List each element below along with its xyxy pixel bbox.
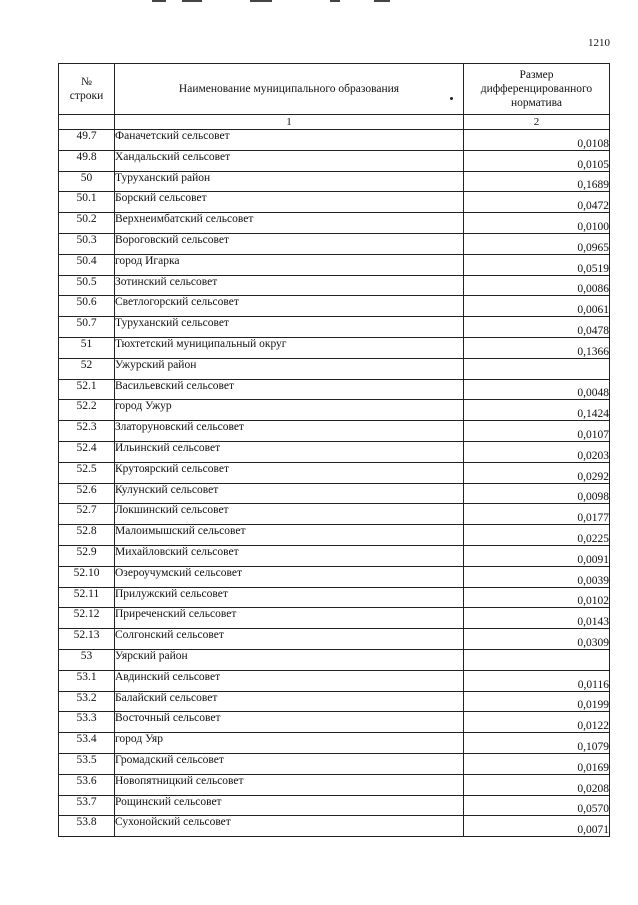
normative-value: 0,0199 — [464, 691, 610, 712]
table-row — [59, 213, 610, 234]
header-municipality-name: Наименование муниципального образования — [115, 64, 464, 115]
row-number: 50.6 — [59, 296, 115, 317]
normative-value: 0,0061 — [464, 296, 610, 317]
header-normative-size: Размер дифференцированного норматива — [464, 64, 610, 115]
table-row — [59, 358, 610, 379]
row-number: 53.1 — [59, 670, 115, 691]
row-number: 53.4 — [59, 733, 115, 754]
table-row — [59, 192, 610, 213]
row-number: 49.7 — [59, 130, 115, 151]
normative-value: 0,0177 — [464, 504, 610, 525]
header-row-number: № строки — [59, 64, 115, 115]
municipality-name: Борский сельсовет — [115, 192, 464, 213]
table-row — [59, 733, 610, 754]
normative-value: 0,0122 — [464, 712, 610, 733]
table-row — [59, 670, 610, 691]
municipality-name: Балайский сельсовет — [115, 691, 464, 712]
table-row — [59, 816, 610, 837]
table-row — [59, 629, 610, 650]
normative-value: 0,1079 — [464, 733, 610, 754]
normative-value: 0,0100 — [464, 213, 610, 234]
municipality-name: Прилужский сельсовет — [115, 587, 464, 608]
scan-speck — [450, 97, 453, 100]
normative-value: 0,1424 — [464, 400, 610, 421]
table-row — [59, 379, 610, 400]
row-number: 53.3 — [59, 712, 115, 733]
municipality-name: Ильинский сельсовет — [115, 441, 464, 462]
row-number: 51 — [59, 337, 115, 358]
normative-value: 0,0107 — [464, 421, 610, 442]
normative-value: 0,0570 — [464, 795, 610, 816]
municipality-name: Малоимышский сельсовет — [115, 525, 464, 546]
row-number: 49.8 — [59, 150, 115, 171]
municipality-name: Златоруновский сельсовет — [115, 421, 464, 442]
normative-value: 0,0108 — [464, 130, 610, 151]
row-number: 53.7 — [59, 795, 115, 816]
normative-value: 0,0105 — [464, 150, 610, 171]
table-row — [59, 545, 610, 566]
municipality-name: город Ужур — [115, 400, 464, 421]
municipality-name: Хандальский сельсовет — [115, 150, 464, 171]
municipality-name: Восточный сельсовет — [115, 712, 464, 733]
table-row — [59, 150, 610, 171]
municipality-name: Васильевский сельсовет — [115, 379, 464, 400]
normative-value: 0,0965 — [464, 233, 610, 254]
municipality-name: Туруханский район — [115, 171, 464, 192]
row-number: 52.12 — [59, 608, 115, 629]
normative-value: 0,0086 — [464, 275, 610, 296]
municipality-name: Приреченский сельсовет — [115, 608, 464, 629]
row-number: 50 — [59, 171, 115, 192]
table-row — [59, 400, 610, 421]
municipality-name: Ужурский район — [115, 358, 464, 379]
table-row — [59, 587, 610, 608]
row-number: 50.2 — [59, 213, 115, 234]
table-row — [59, 130, 610, 151]
table-row — [59, 317, 610, 338]
table-row — [59, 462, 610, 483]
municipality-name: Локшинский сельсовет — [115, 504, 464, 525]
normative-table — [58, 63, 610, 837]
municipality-name: Вороговский сельсовет — [115, 233, 464, 254]
normative-value: 0,1689 — [464, 171, 610, 192]
normative-value: 0,0169 — [464, 753, 610, 774]
table-row — [59, 691, 610, 712]
municipality-name: город Игарка — [115, 254, 464, 275]
table-row — [59, 254, 610, 275]
table-row — [59, 441, 610, 462]
row-number: 52.6 — [59, 483, 115, 504]
normative-value: 0,0472 — [464, 192, 610, 213]
normative-value: 0,0309 — [464, 629, 610, 650]
normative-value: 0,1366 — [464, 337, 610, 358]
table-row — [59, 608, 610, 629]
table-row — [59, 233, 610, 254]
normative-value: 0,0208 — [464, 774, 610, 795]
normative-value: 0,0478 — [464, 317, 610, 338]
row-number: 50.3 — [59, 233, 115, 254]
row-number: 50.7 — [59, 317, 115, 338]
row-number: 52.8 — [59, 525, 115, 546]
row-number: 53.2 — [59, 691, 115, 712]
column-number-name: 1 — [115, 115, 464, 130]
table-row — [59, 337, 610, 358]
row-number: 52 — [59, 358, 115, 379]
row-number: 52.5 — [59, 462, 115, 483]
row-number: 52.1 — [59, 379, 115, 400]
row-number: 52.11 — [59, 587, 115, 608]
normative-value: 0,0048 — [464, 379, 610, 400]
row-number: 50.1 — [59, 192, 115, 213]
table-row — [59, 504, 610, 525]
normative-value: 0,0143 — [464, 608, 610, 629]
row-number: 52.10 — [59, 566, 115, 587]
normative-value — [464, 649, 610, 670]
table-row — [59, 712, 610, 733]
normative-value: 0,0519 — [464, 254, 610, 275]
table-header-row — [59, 64, 610, 115]
row-number: 53.6 — [59, 774, 115, 795]
normative-value: 0,0039 — [464, 566, 610, 587]
row-number: 52.9 — [59, 545, 115, 566]
scan-artifact-marks — [130, 0, 410, 6]
normative-value: 0,0091 — [464, 545, 610, 566]
table-row — [59, 483, 610, 504]
table-row — [59, 753, 610, 774]
municipality-name: Новопятницкий сельсовет — [115, 774, 464, 795]
page-number: 1210 — [588, 37, 610, 49]
normative-value: 0,0116 — [464, 670, 610, 691]
municipality-name: Солгонский сельсовет — [115, 629, 464, 650]
municipality-name: Крутоярский сельсовет — [115, 462, 464, 483]
table-row — [59, 275, 610, 296]
row-number: 50.5 — [59, 275, 115, 296]
table-row — [59, 296, 610, 317]
row-number: 52.3 — [59, 421, 115, 442]
table-row — [59, 795, 610, 816]
municipality-name: Михайловский сельсовет — [115, 545, 464, 566]
row-number: 52.4 — [59, 441, 115, 462]
normative-value: 0,0102 — [464, 587, 610, 608]
municipality-name: Туруханский сельсовет — [115, 317, 464, 338]
row-number: 50.4 — [59, 254, 115, 275]
municipality-name: Авдинский сельсовет — [115, 670, 464, 691]
row-number: 53.8 — [59, 816, 115, 837]
row-number: 52.7 — [59, 504, 115, 525]
normative-value: 0,0203 — [464, 441, 610, 462]
municipality-name: Уярский район — [115, 649, 464, 670]
row-number: 52.2 — [59, 400, 115, 421]
table-column-numbers-row — [59, 115, 610, 130]
column-number-empty — [59, 115, 115, 130]
normative-value: 0,0292 — [464, 462, 610, 483]
municipality-name: Светлогорский сельсовет — [115, 296, 464, 317]
table-row — [59, 525, 610, 546]
municipality-name: Кулунский сельсовет — [115, 483, 464, 504]
normative-value: 0,0071 — [464, 816, 610, 837]
column-number-value: 2 — [464, 115, 610, 130]
normative-value — [464, 358, 610, 379]
municipality-name: Громадский сельсовет — [115, 753, 464, 774]
municipality-name: Верхнеимбатский сельсовет — [115, 213, 464, 234]
table-row — [59, 171, 610, 192]
row-number: 53 — [59, 649, 115, 670]
row-number: 53.5 — [59, 753, 115, 774]
municipality-name: Тюхтетский муниципальный округ — [115, 337, 464, 358]
municipality-name: Озероучумский сельсовет — [115, 566, 464, 587]
normative-value: 0,0225 — [464, 525, 610, 546]
municipality-name: Сухонойский сельсовет — [115, 816, 464, 837]
municipality-name: Рощинский сельсовет — [115, 795, 464, 816]
table-row — [59, 566, 610, 587]
municipality-name: Фаначетский сельсовет — [115, 130, 464, 151]
table-row — [59, 649, 610, 670]
table-row — [59, 421, 610, 442]
municipality-name: город Уяр — [115, 733, 464, 754]
table-row — [59, 774, 610, 795]
municipality-name: Зотинский сельсовет — [115, 275, 464, 296]
normative-value: 0,0098 — [464, 483, 610, 504]
row-number: 52.13 — [59, 629, 115, 650]
